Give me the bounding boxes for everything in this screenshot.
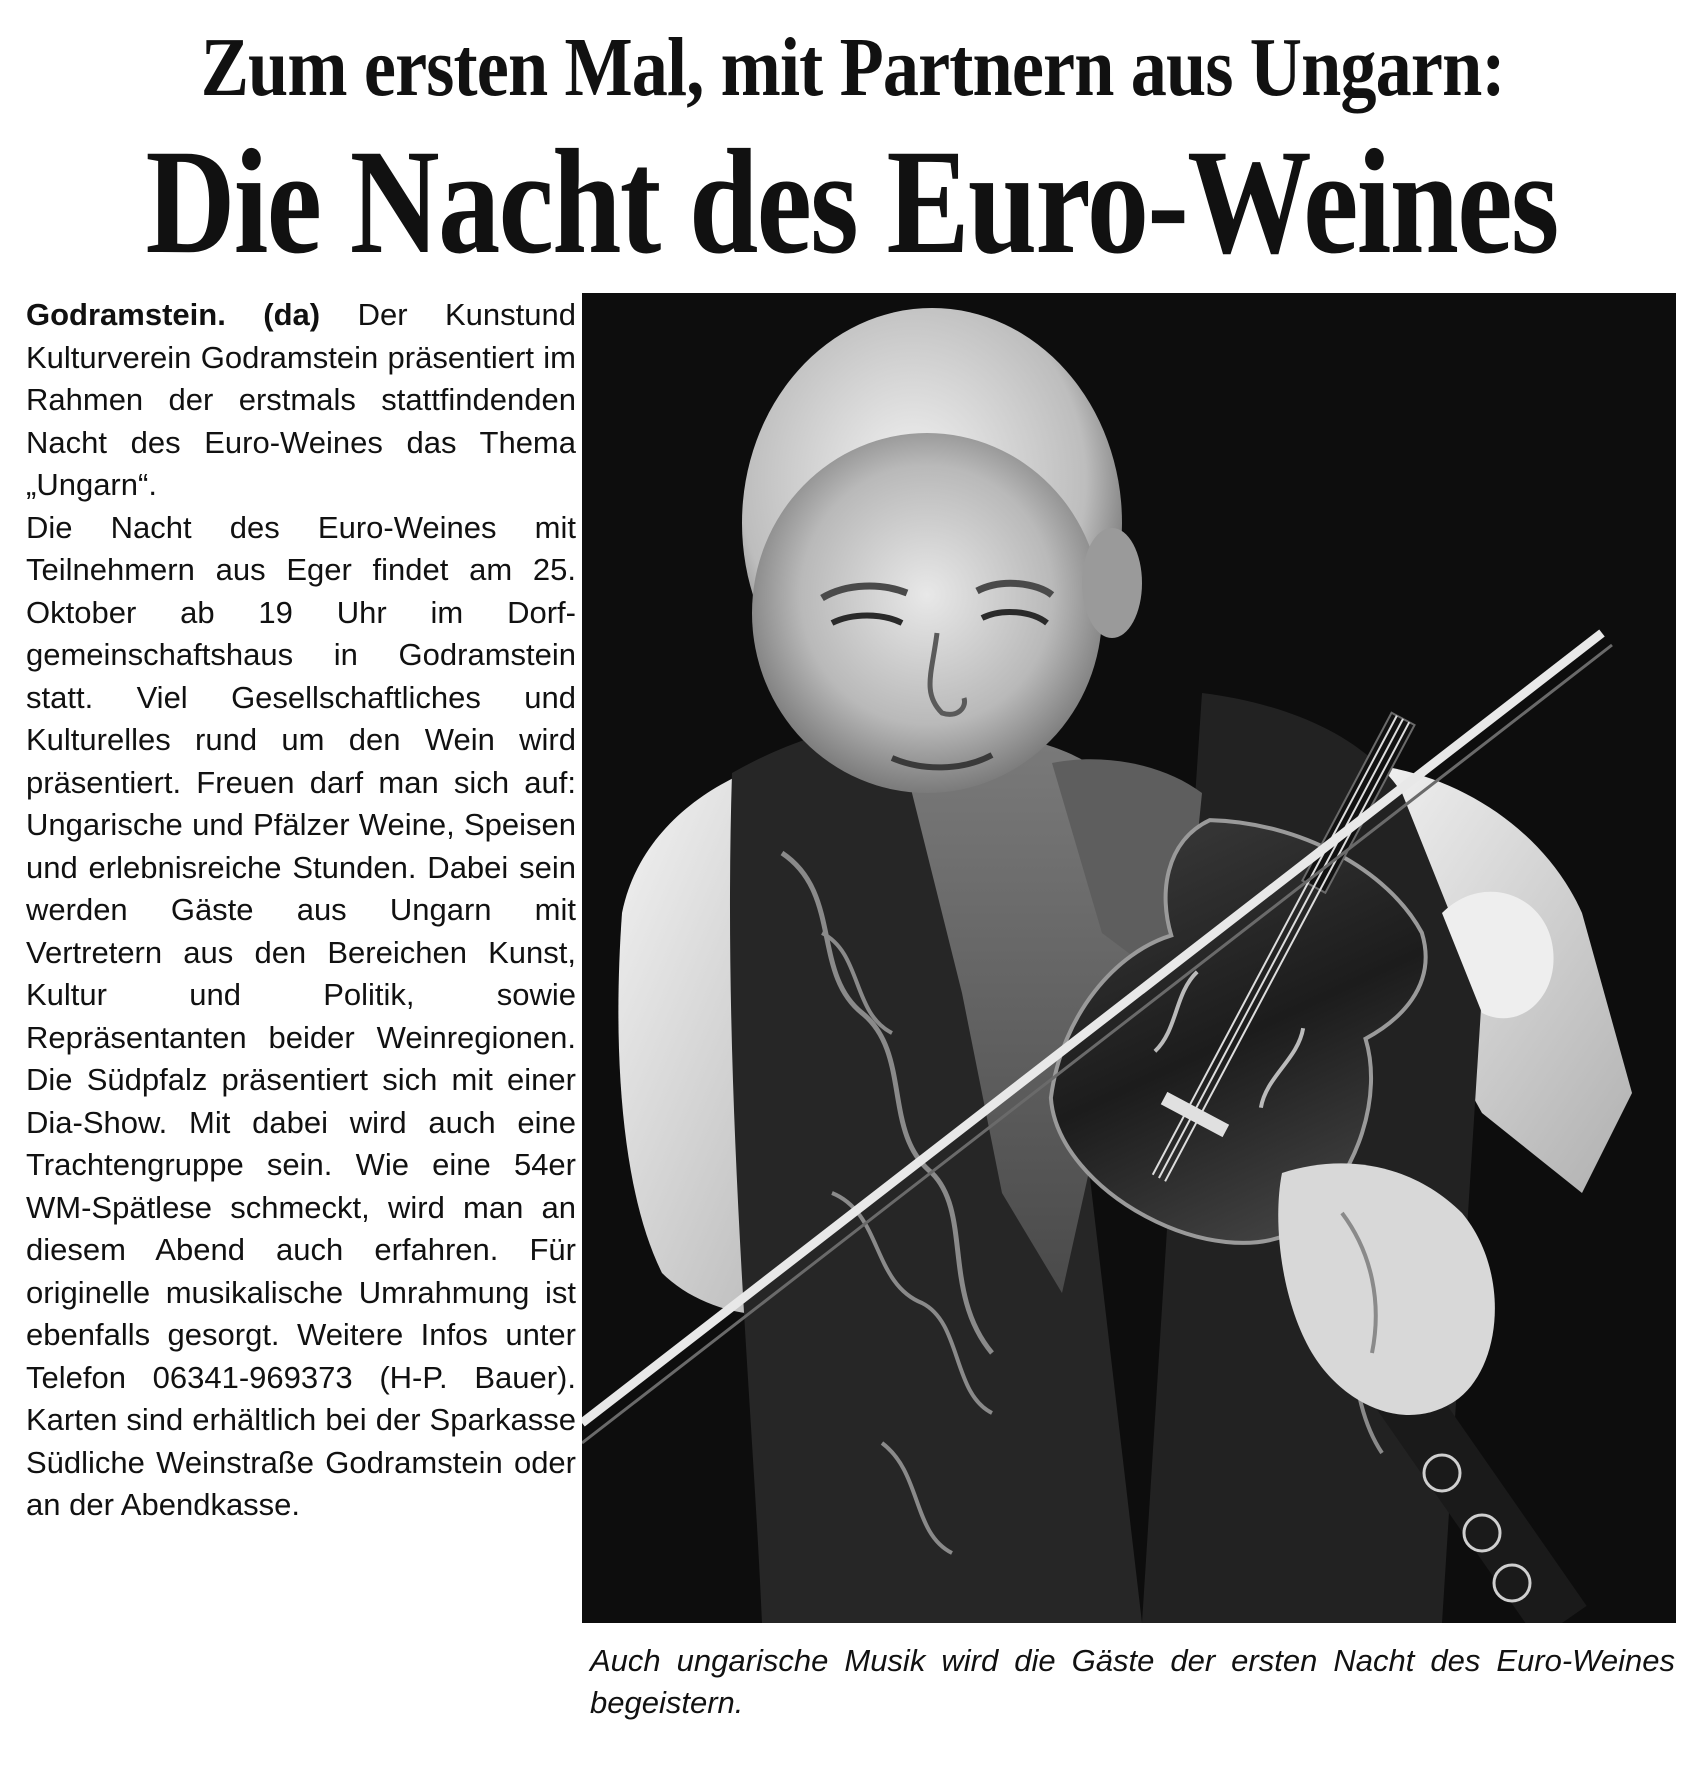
violinist-illustration	[582, 293, 1676, 1623]
article-paragraph-intro	[26, 294, 576, 507]
article-dateline: Godramstein. (da)	[26, 297, 321, 332]
article-kicker: Zum ersten Mal, mit Partnern aus Ungarn:	[200, 21, 1505, 114]
article-headline: Die Nacht des Euro-Weines	[145, 119, 1558, 285]
violinist-photo	[582, 293, 1676, 1623]
article-body	[26, 294, 576, 1527]
photo-caption: Auch ungarische Musik wird die Gäste der ersten Nacht des Euro-Weines begeistern.	[590, 1643, 1675, 1720]
article-paragraph-2: Die Nacht des Euro-Weines mit Teilnehmern aus Eger findet am 25. Oktober ab 19 Uhr im Dorfgemeinschaftshaus in Godramstein statt. Viel Gesellschaftliches und Kulturelles rund um den Wein wird präsentiert. Freuen darf man sich auf: Ungarische und Pfälzer Weine, Speisen und erlebnisreiche Stunden. Dabei sein werden Gäste aus Ungarn mit Vertretern aus den Bereichen Kunst, Kultur und Politik, sowie Repräsentanten beider Weinregionen. Die Südpfalz präsentiert sich mit einer Dia-Show. Mit dabei wird auch eine Trachtengruppe sein. Wie eine 54er WM-Spätlese schmeckt, wird man an diesem Abend auch erfahren. Für originelle musikalische Umrahmung ist ebenfalls gesorgt. Weitere Infos unter Telefon 06341-969373 (H-P. Bauer). Karten sind erhältlich bei der Sparkasse Südliche Weinstraße Godramstein oder an der Abendkasse.	[26, 509, 576, 1522]
article-paragraph-1: Der Kunstund Kulturverein Godramstein präsentiert im Rahmen der erstmals stattfindenden Nacht des Euro-Weines das Thema „Ungarn“.	[26, 297, 576, 502]
